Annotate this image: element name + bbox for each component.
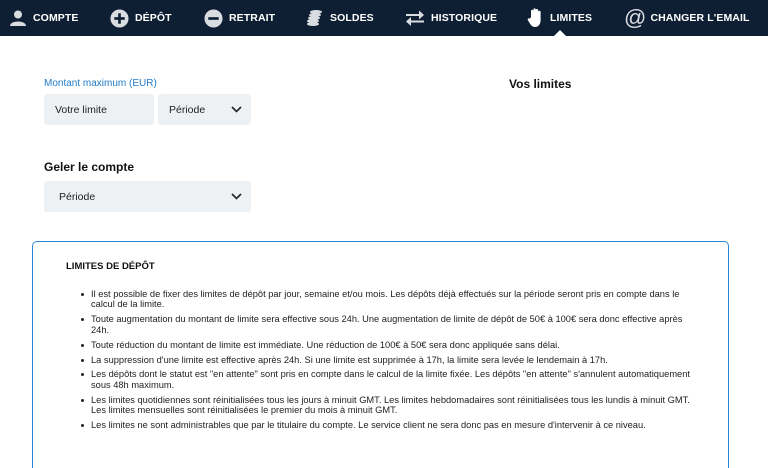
top-nav: [0, 0, 768, 36]
coins-icon: [306, 9, 324, 27]
list-item: Les limites ne sont administrables que par le titulaire du compte. Le service client ne sera donc pas en mesure d'intervenir à ce niveau.: [91, 420, 701, 430]
minus-circle-icon: [204, 9, 223, 28]
plus-circle-icon: [110, 9, 129, 28]
list-item: La suppression d'une limite est effective après 24h. Si une limite est supprimée à 17h, la limite sera levée le lendemain à 17h.: [91, 355, 701, 365]
freeze-period-select[interactable]: [44, 181, 251, 212]
nav-item-retrait[interactable]: [204, 0, 275, 36]
info-title: LIMITES DE DÉPÔT: [66, 261, 155, 272]
list-item: Les limites quotidiennes sont réinitialisées tous les jours à minuit GMT. Les limites hebdomadaires sont réinitialisées tous les lundis à minuit GMT. Les limites mensuelles sont réinitialisées le premier du mois à minuit GMT.: [91, 395, 701, 416]
nav-label: HISTORIQUE: [431, 12, 498, 24]
at-icon: @: [624, 5, 647, 30]
freeze-period-value: Période: [59, 190, 96, 203]
deposit-limits-info-box: [32, 241, 729, 468]
arrows-exchange-icon: [405, 9, 425, 27]
chevron-down-icon: [231, 191, 242, 203]
rules-list: [91, 289, 701, 435]
freeze-account-title: Geler le compte: [44, 160, 135, 174]
limit-input[interactable]: [44, 94, 154, 125]
nav-label: SOLDES: [330, 12, 374, 24]
limit-input-placeholder: Votre limite: [55, 103, 107, 116]
nav-label: COMPTE: [33, 12, 79, 24]
nav-label: DÉPÔT: [135, 12, 172, 24]
user-icon: [9, 9, 27, 27]
list-item: Toute augmentation du montant de limite sera effective sous 24h. Une augmentation de limite de dépôt de 50€ à 100€ sera donc effective après 24h.: [91, 314, 701, 335]
nav-item-compte[interactable]: [9, 0, 79, 36]
nav-label: LIMITES: [550, 12, 593, 24]
list-item: Toute réduction du montant de limite est immédiate. Une réduction de 100€ à 50€ sera donc appliquée sans délai.: [91, 340, 701, 350]
list-item: Les dépôts dont le statut est "en attente" sont pris en compte dans le calcul de la limite fixée. Les dépôts "en attente" s'annulent automatiquement sous 48h maximum.: [91, 369, 701, 390]
period-select-value: Période: [169, 103, 206, 116]
nav-item-soldes[interactable]: [306, 0, 374, 36]
nav-item-limites[interactable]: [527, 0, 592, 36]
list-item: Il est possible de fixer des limites de dépôt par jour, semaine et/ou mois. Les dépôts déjà effectués sur la période seront pris en compte dans le calcul de la limite.: [91, 289, 701, 310]
nav-item-historique[interactable]: [405, 0, 497, 36]
nav-item-changer-email[interactable]: [624, 0, 750, 36]
your-limits-title: Vos limites: [509, 77, 572, 91]
period-select[interactable]: [158, 94, 251, 125]
amount-label: Montant maximum (EUR): [44, 78, 157, 89]
nav-label: CHANGER L'EMAIL: [650, 12, 750, 24]
hand-icon: [527, 8, 544, 28]
nav-item-depot[interactable]: [110, 0, 172, 36]
chevron-down-icon: [231, 104, 242, 116]
nav-label: RETRAIT: [229, 12, 276, 24]
